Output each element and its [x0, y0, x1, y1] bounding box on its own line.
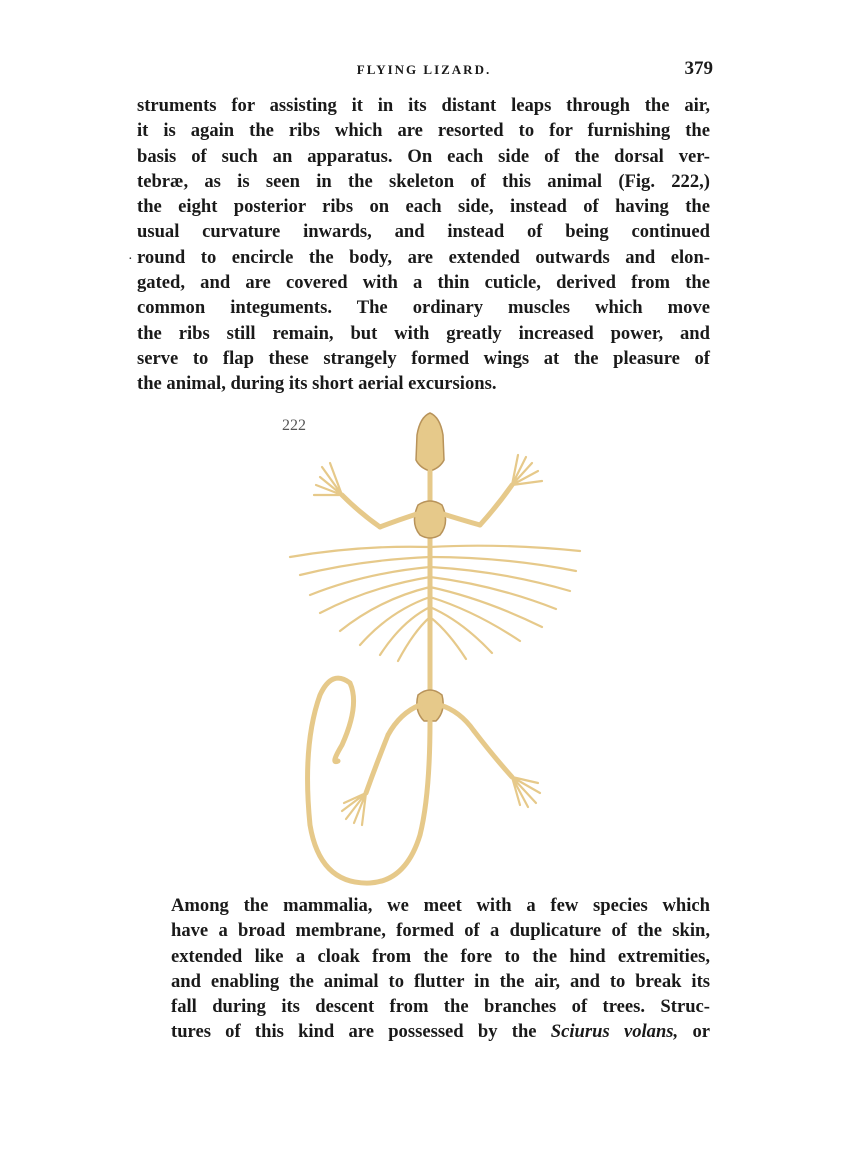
text-segment: or	[678, 1021, 710, 1043]
text-line: the ribs still remain, but with greatly increased power, and	[137, 322, 710, 344]
shoulder-girdle	[414, 501, 445, 538]
text-line: struments for assisting it in its distant leaps through the air,	[137, 95, 710, 116]
figure-number: 222	[282, 417, 306, 434]
text-line: fall during its descent from the branches of trees. Struc-	[171, 996, 710, 1018]
running-title: FLYING LIZARD.	[356, 62, 492, 77]
paragraph-flying-lizard	[137, 93, 710, 397]
species-name: Sciurus volans,	[550, 1021, 679, 1043]
text-line: basis of such an apparatus. On each side of the dorsal ver-	[137, 145, 710, 167]
page-header	[135, 58, 713, 88]
right-foot	[512, 777, 540, 807]
text-line: and enabling the animal to flutter in the air, and to break its	[171, 970, 710, 992]
left-wing-rib	[340, 587, 430, 631]
left-wing-rib	[290, 547, 430, 557]
text-line: the animal, during its short aerial excursions.	[137, 373, 497, 395]
right-femur	[440, 705, 474, 731]
text-line: gated, and are covered with a thin cuticle, derived from the	[137, 272, 710, 294]
right-wing-rib	[430, 597, 520, 641]
text-segment: tures of this kind are possessed by the	[171, 1021, 551, 1043]
left-forearm	[342, 495, 380, 527]
right-hand	[512, 455, 542, 485]
right-tibia	[474, 731, 512, 777]
text-line	[137, 1019, 710, 1044]
text-line: extended like a cloak from the fore to the hind extremities,	[171, 945, 710, 967]
left-tibia	[366, 735, 388, 793]
right-wing-rib	[430, 546, 580, 551]
left-femur	[388, 705, 420, 735]
skull	[416, 413, 444, 471]
left-wing-rib	[360, 597, 430, 645]
text-line: Among the mammalia, we meet with a few species which	[171, 895, 710, 916]
page-number: 379	[684, 58, 713, 79]
flying-lizard-skeleton-illustration	[280, 405, 600, 890]
right-forearm	[480, 485, 512, 525]
text-line: round to encircle the body, are extended outwards and elon-	[137, 246, 710, 268]
left-wing-rib	[300, 557, 430, 575]
right-wing-rib	[430, 617, 466, 659]
left-hand	[314, 463, 342, 495]
text-line: usual curvature inwards, and instead of being continued	[137, 221, 710, 243]
text-line: serve to flap these strangely formed wings at the pleasure of	[137, 347, 710, 369]
text-line: have a broad membrane, formed of a duplicature of the skin,	[171, 920, 710, 942]
paragraph-mammalia	[137, 893, 710, 1045]
text-line: it is again the ribs which are resorted to for furnishing the	[137, 120, 710, 142]
left-wing-rib	[398, 617, 430, 661]
right-wing-rib	[430, 607, 492, 653]
stray-mark: ·	[128, 252, 133, 267]
left-foot	[342, 793, 366, 825]
text-line: common integuments. The ordinary muscles which move	[137, 297, 710, 319]
text-line: tebræ, as is seen in the skeleton of this animal (Fig. 222,)	[137, 170, 710, 192]
text-line: the eight posterior ribs on each side, instead of having the	[137, 196, 710, 218]
